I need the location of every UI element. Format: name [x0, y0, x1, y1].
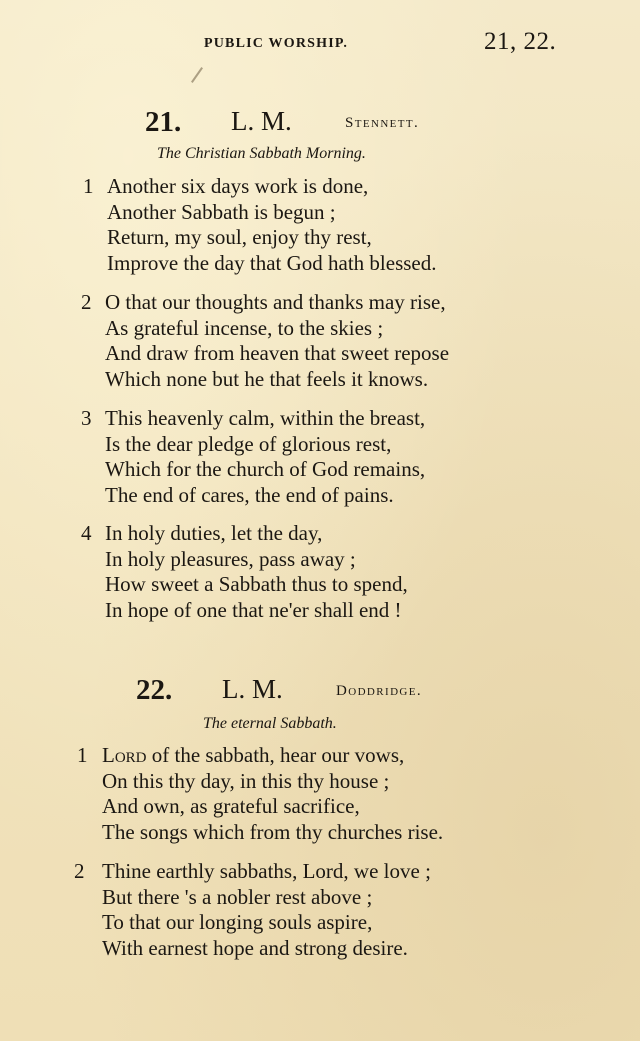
- verse-line: Improve the day that God hath blessed.: [107, 250, 437, 275]
- verse-line: O that our thoughts and thanks may rise,: [105, 290, 446, 314]
- verse-line: How sweet a Sabbath thus to spend,: [105, 572, 408, 596]
- verse-line: Which none but he that feels it knows.: [105, 366, 429, 391]
- stanza-lines: [102, 743, 443, 845]
- stanza-number: 1: [77, 743, 88, 767]
- verse-line: On this thy day, in this thy house ;: [102, 768, 390, 793]
- hymn-22-subtitle: The eternal Sabbath.: [203, 715, 337, 732]
- hymn-number: 22.: [136, 674, 173, 706]
- verse-line: The end of cares, the end of pains.: [105, 482, 394, 507]
- verse-line: With earnest hope and strong desire.: [102, 935, 408, 960]
- verse-line: [102, 743, 443, 769]
- verse-line: In holy duties, let the day,: [105, 521, 323, 545]
- verse-line: Which for the church of God remains,: [105, 457, 426, 481]
- hymn-21-subtitle: The Christian Sabbath Morning.: [157, 145, 366, 162]
- verse-line: But there 's a nobler rest above ;: [102, 884, 373, 909]
- verse-line: In holy pleasures, pass away ;: [105, 546, 356, 571]
- lord-small-caps: Lord: [102, 743, 147, 767]
- verse-line: To that our longing souls aspire,: [102, 910, 373, 934]
- stanza-lines: [107, 174, 437, 276]
- running-header-hymn-numbers: 21, 22.: [484, 28, 557, 55]
- running-header-title: PUBLIC WORSHIP.: [204, 36, 349, 51]
- stanza-number: 1: [83, 174, 94, 198]
- hymn-author: Doddridge.: [336, 683, 423, 699]
- verse-line: As grateful incense, to the skies ;: [105, 315, 384, 340]
- verse-line: And own, as grateful sacrifice,: [102, 794, 360, 818]
- stanza-number: 3: [81, 406, 92, 430]
- ink-mark: [191, 67, 203, 83]
- stanza-number: 2: [74, 859, 85, 883]
- hymn-22-heading: [136, 674, 456, 708]
- hymn-author: Stennett.: [345, 115, 420, 131]
- hymn-meter: L. M.: [222, 674, 283, 704]
- verse-line: Return, my soul, enjoy thy rest,: [107, 225, 372, 249]
- stanza-lines: [105, 521, 408, 623]
- stanza-number: 4: [81, 521, 92, 545]
- stanza-lines: [105, 290, 449, 392]
- hymn-number: 21.: [145, 106, 182, 138]
- verse-line: Another Sabbath is begun ;: [107, 199, 336, 224]
- stanza-number: 2: [81, 290, 92, 314]
- verse-line: This heavenly calm, within the breast,: [105, 406, 426, 430]
- verse-line: The songs which from thy churches rise.: [102, 819, 444, 844]
- verse-line: Thine earthly sabbaths, Lord, we love ;: [102, 859, 431, 883]
- hymn-meter: L. M.: [231, 106, 292, 136]
- stanza-lines: [102, 859, 431, 961]
- verse-line: Another six days work is done,: [107, 174, 369, 198]
- verse-line: Is the dear pledge of glorious rest,: [105, 431, 392, 456]
- hymn-21-heading: [145, 106, 465, 140]
- verse-line: And draw from heaven that sweet repose: [105, 341, 450, 365]
- verse-line: In hope of one that ne'er shall end !: [105, 597, 402, 622]
- verse-line-rest: of the sabbath, hear our vows,: [146, 743, 405, 767]
- stanza-lines: [105, 406, 425, 508]
